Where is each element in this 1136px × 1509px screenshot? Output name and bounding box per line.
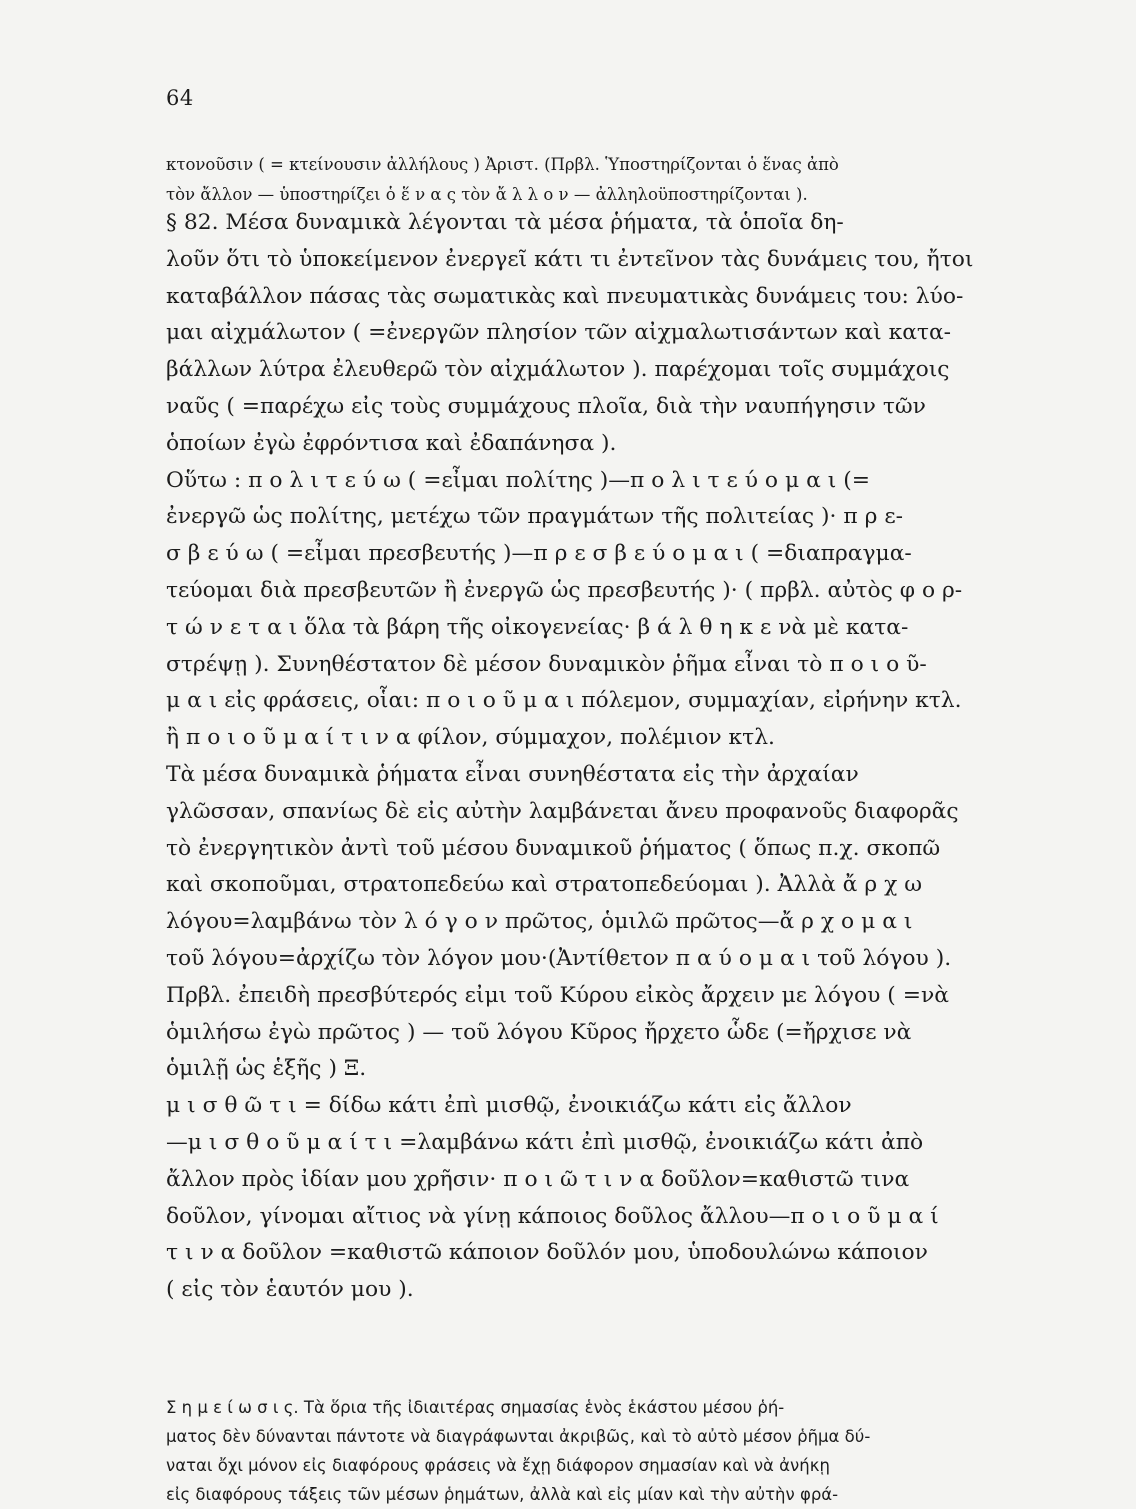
text-line: λοῦν ὅτι τὸ ὑποκείμενον ἐνεργεῖ κάτι τι ἐντεῖνον τὰς δυνάμεις του, ἤτοι xyxy=(166,246,974,272)
text-line: δοῦλον, γίνομαι αἴτιος νὰ γίνῃ κάποιος δοῦλος ἄλλου—π ο ι ο ῦ μ α ί xyxy=(166,1203,939,1229)
text-line: μ ι σ θ ῶ τ ι = δίδω κάτι ἐπὶ μισθῷ, ἐνοικιάζω κάτι εἰς ἄλλον xyxy=(166,1093,852,1119)
text-line: σ β ε ύ ω ( =εἶμαι πρεσβευτής )—π ρ ε σ β ε ύ ο μ α ι ( =διαπραγμα- xyxy=(166,541,912,567)
text-line: τεύομαι διὰ πρεσβευτῶν ἢ ἐνεργῶ ὡς πρεσβευτής )· ( πρβλ. αὐτὸς φ ο ρ- xyxy=(166,577,963,603)
text-line: βάλλων λύτρα ἐλευθερῶ τὸν αἰχμάλωτον ). παρέχομαι τοῖς συμμάχοις xyxy=(166,357,950,383)
text-line: τ ώ ν ε τ α ι ὅλα τὰ βάρη τῆς οἰκογενείας· β ά λ θ η κ ε νὰ μὲ κατα- xyxy=(166,614,909,640)
text-line: λόγου=λαμβάνω τὸν λ ό γ ο ν πρῶτος, ὁμιλῶ πρῶτος—ἄ ρ χ ο μ α ι xyxy=(166,909,913,935)
text-line: κτονοῦσιν ( = κτείνουσιν ἀλλήλους ) Ἀριστ. (Πρβλ. Ὑποστηρίζονται ὁ ἕνας ἀπὸ xyxy=(166,155,839,174)
text-line: τὸν ἄλλον — ὑποστηρίζει ὁ ἕ ν α ς τὸν ἄ λ λ ο ν — ἀλληλοϋποστηρίζονται ). xyxy=(166,185,808,204)
text-line: ὁμιλῇ ὡς ἑξῆς ) Ξ. xyxy=(166,1056,367,1082)
note-line: ναται ὄχι μόνον εἰς διαφόρους φράσεις νὰ ἔχῃ διάφορον σημασίαν καὶ νὰ ἀνήκῃ xyxy=(166,1456,830,1475)
text-line: τ ι ν α δοῦλον =καθιστῶ κάποιον δοῦλόν μου, ὑποδουλώνω κάποιον xyxy=(166,1240,928,1266)
text-line: καταβάλλον πάσας τὰς σωματικὰς καὶ πνευματικὰς δυνάμεις του: λύο- xyxy=(166,283,964,309)
text-line: μ α ι εἰς φράσεις, οἷαι: π ο ι ο ῦ μ α ι πόλεμον, συμμαχίαν, εἰρήνην κτλ. xyxy=(166,688,962,714)
section-82-body xyxy=(166,205,992,1309)
continued-paragraph xyxy=(166,150,992,210)
text-line: μαι αἰχμάλωτον ( =ἐνεργῶν πλησίον τῶν αἰχμαλωτισάντων καὶ κατα- xyxy=(166,320,952,346)
text-line: τοῦ λόγου=ἀρχίζω τὸν λόγον μου·(Ἀντίθετον π α ύ ο μ α ι τοῦ λόγου ). xyxy=(166,945,952,971)
text-line: ναῦς ( =παρέχω εἰς τοὺς συμμάχους πλοῖα, διὰ τὴν ναυπήγησιν τῶν xyxy=(166,393,926,419)
text-line: ὁμιλήσω ἐγὼ πρῶτος ) — τοῦ λόγου Κῦρος ἤρχετο ὧδε (=ἤρχισε νὰ xyxy=(166,1019,912,1045)
page-number: 64 xyxy=(166,86,194,110)
text-line: ἄλλον πρὸς ἰδίαν μου χρῆσιν· π ο ι ῶ τ ι ν α δοῦλον=καθιστῶ τινα xyxy=(166,1166,910,1192)
text-line: στρέψῃ ). Συνηθέστατον δὲ μέσον δυναμικὸν ῥῆμα εἶναι τὸ π ο ι ο ῦ- xyxy=(166,651,927,677)
text-line: Τὰ μέσα δυναμικὰ ῥήματα εἶναι συνηθέστατα εἰς τὴν ἀρχαίαν xyxy=(166,761,859,787)
text-line: ὁποίων ἐγὼ ἐφρόντισα καὶ ἐδαπάνησα ). xyxy=(166,430,617,456)
note-paragraph xyxy=(166,1393,992,1509)
note-line: Σ η μ ε ί ω σ ι ς. Τὰ ὅρια τῆς ἰδιαιτέρας σημασίας ἑνὸς ἑκάστου μέσου ῥή- xyxy=(166,1398,785,1417)
text-line: ἐνεργῶ ὡς πολίτης, μετέχω τῶν πραγμάτων τῆς πολιτείας )· π ρ ε- xyxy=(166,504,904,530)
text-line: καὶ σκοποῦμαι, στρατοπεδεύω καὶ στρατοπεδεύομαι ). Ἀλλὰ ἄ ρ χ ω xyxy=(166,872,922,898)
text-line: ἢ π ο ι ο ῦ μ α ί τ ι ν α φίλον, σύμμαχον, πολέμιον κτλ. xyxy=(166,725,775,751)
text-line: —μ ι σ θ ο ῦ μ α ί τ ι =λαμβάνω κάτι ἐπὶ μισθῷ, ἐνοικιάζω κάτι ἀπὸ xyxy=(166,1129,924,1155)
note-line: εἰς διαφόρους τάξεις τῶν μέσων ῥημάτων, ἀλλὰ καὶ εἰς μίαν καὶ τὴν αὐτὴν φρά- xyxy=(166,1485,839,1504)
text-line: ( εἰς τὸν ἑαυτόν μου ). xyxy=(166,1277,414,1303)
text-line: τὸ ἐνεργητικὸν ἀντὶ τοῦ μέσου δυναμικοῦ ῥήματος ( ὅπως π.χ. σκοπῶ xyxy=(166,835,941,861)
note-line: ματος δὲν δύνανται πάντοτε νὰ διαγράφωνται ἀκριβῶς, καὶ τὸ αὐτὸ μέσον ῥῆμα δύ- xyxy=(166,1427,871,1446)
section-heading-line: § 82. Μέσα δυναμικὰ λέγονται τὰ μέσα ῥήματα, τὰ ὁποῖα δη- xyxy=(166,210,844,235)
text-line: Οὕτω : π ο λ ι τ ε ύ ω ( =εἶμαι πολίτης )—π ο λ ι τ ε ύ ο μ α ι (= xyxy=(166,467,870,493)
text-line: Πρβλ. ἐπειδὴ πρεσβύτερός εἰμι τοῦ Κύρου εἰκὸς ἄρχειν με λόγου ( =νὰ xyxy=(166,982,949,1008)
text-line: γλῶσσαν, σπανίως δὲ εἰς αὐτὴν λαμβάνεται ἄνευ προφανοῦς διαφορᾶς xyxy=(166,798,959,824)
